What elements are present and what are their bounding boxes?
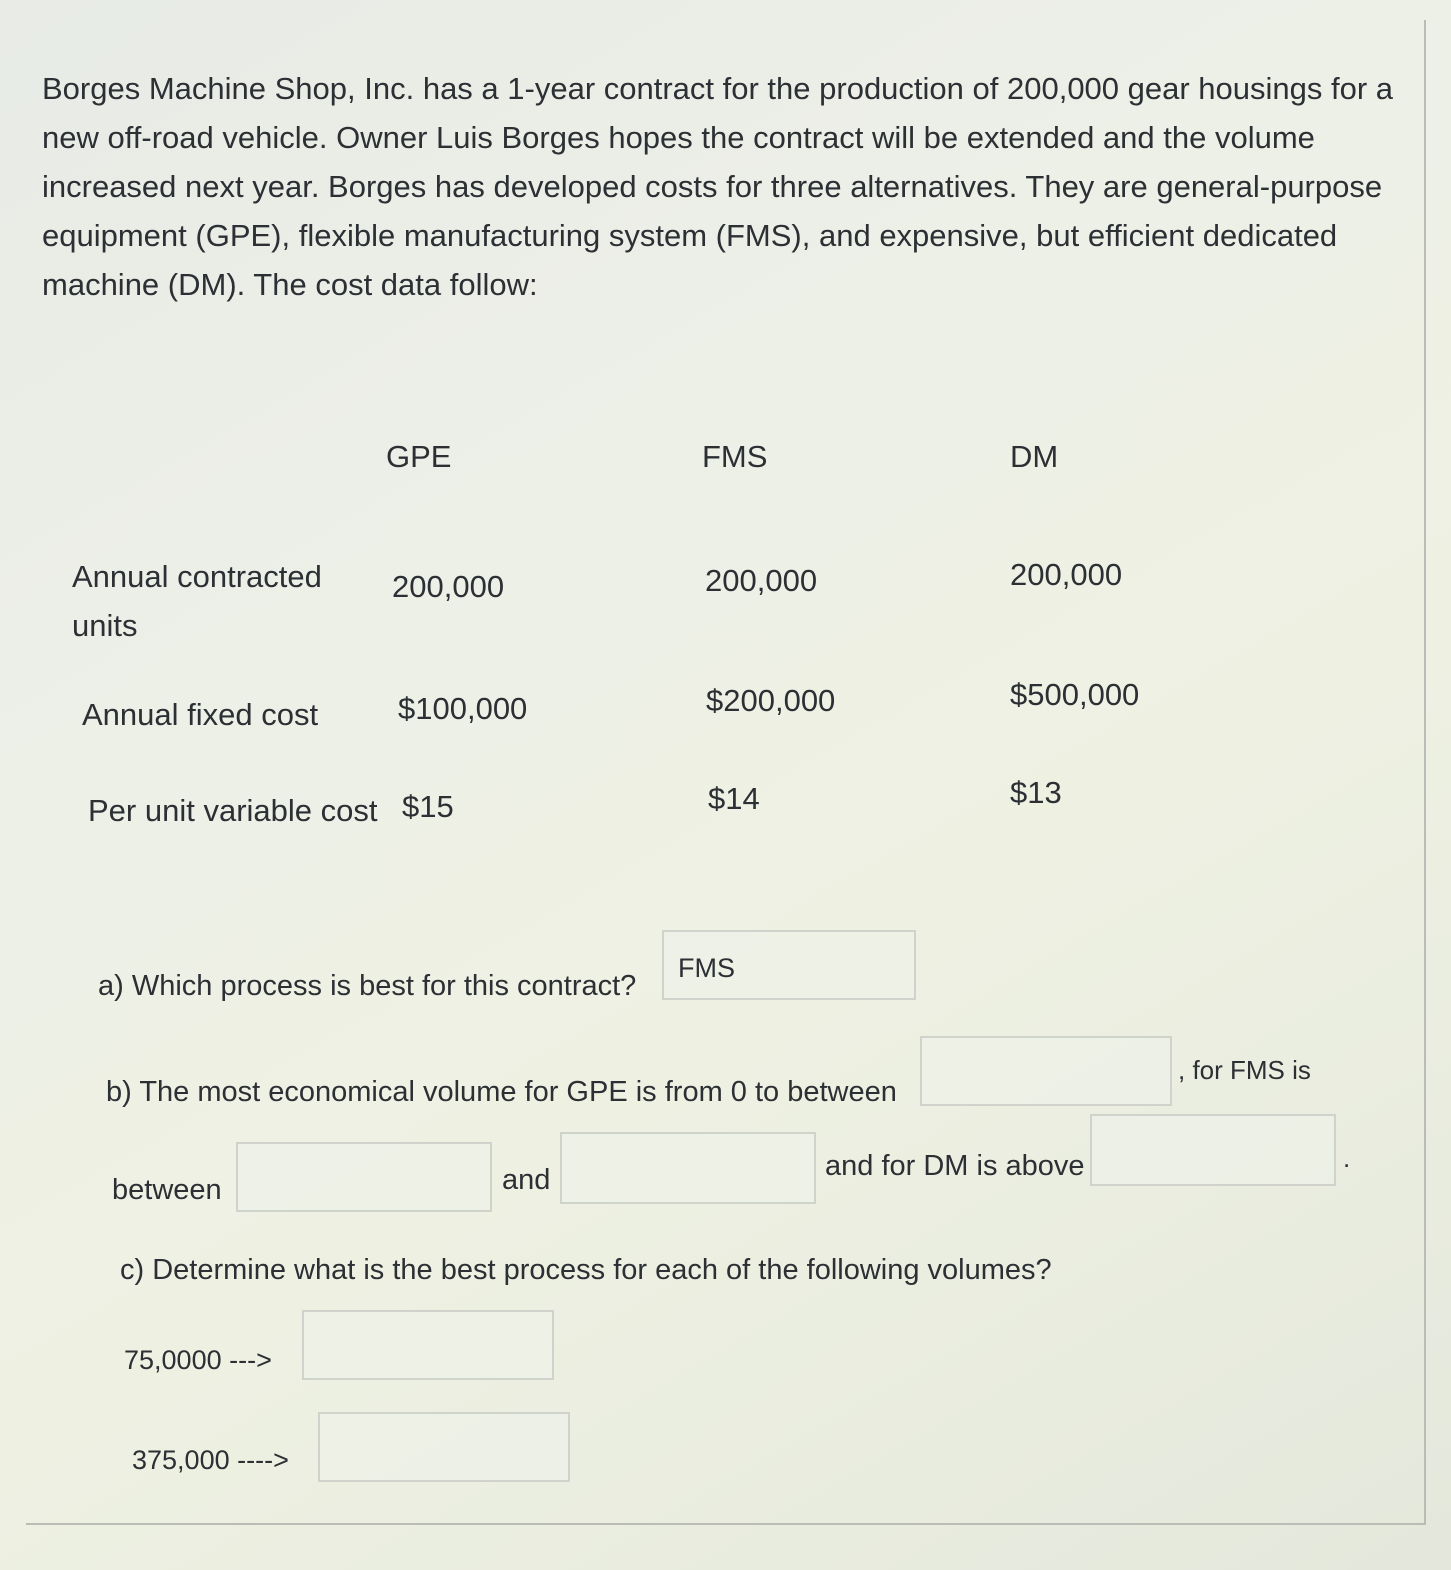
answer-b-gpe-upper-input[interactable] — [920, 1036, 1172, 1106]
row-label-annual-units: Annual contracted units — [72, 559, 322, 643]
row-label-variable-cost: Per unit variable cost — [88, 793, 378, 828]
cell-dm-variable: $13 — [1010, 775, 1062, 810]
column-header-dm: DM — [1010, 439, 1059, 474]
question-b-and-label: and — [502, 1164, 551, 1196]
cell-fms-units: 200,000 — [705, 563, 818, 598]
answer-b-dm-lower-input[interactable] — [1090, 1114, 1336, 1186]
question-a-text: a) Which process is best for this contract? — [98, 970, 637, 1002]
question-b-period: . — [1343, 1143, 1351, 1173]
answer-a-input[interactable] — [662, 930, 916, 1000]
answer-c-volume-1-input[interactable] — [302, 1310, 554, 1380]
cell-dm-units: 200,000 — [1010, 557, 1123, 592]
cell-fms-fixed: $200,000 — [706, 683, 836, 718]
question-b-dm-label: and for DM is above — [825, 1150, 1085, 1182]
answer-b-fms-lower-input[interactable] — [236, 1142, 492, 1212]
answer-b-fms-upper-input[interactable] — [560, 1132, 816, 1204]
cell-gpe-variable: $15 — [402, 789, 454, 824]
question-c-text: c) Determine what is the best process for each of the following volumes? — [120, 1254, 1052, 1286]
volume-1-label: 75,0000 ---> — [124, 1345, 272, 1375]
cell-fms-variable: $14 — [708, 781, 760, 816]
problem-intro: Borges Machine Shop, Inc. has a 1-year contract for the production of 200,000 gear housings for a new off-road vehicle. Owner Luis Borges hopes the contract will be extended and the volume increased next year. Borges has developed costs for three alternatives. They are general-purpose equipment (GPE), flexible manufacturing system (FMS), and expensive, but efficient dedicated machine (DM). The cost data follow: — [42, 71, 1394, 302]
question-b-fms-label: , for FMS is — [1178, 1055, 1311, 1085]
cell-dm-fixed: $500,000 — [1010, 677, 1140, 712]
column-header-fms: FMS — [702, 439, 768, 474]
cell-gpe-fixed: $100,000 — [398, 691, 528, 726]
volume-2-label: 375,000 ----> — [132, 1445, 289, 1475]
cell-gpe-units: 200,000 — [392, 569, 505, 604]
row-label-fixed-cost: Annual fixed cost — [82, 697, 319, 732]
answer-c-volume-2-input[interactable] — [318, 1412, 570, 1482]
question-b-text: b) The most economical volume for GPE is from 0 to between — [106, 1076, 897, 1108]
question-b-between-label: between — [112, 1174, 222, 1206]
column-header-gpe: GPE — [386, 439, 452, 474]
